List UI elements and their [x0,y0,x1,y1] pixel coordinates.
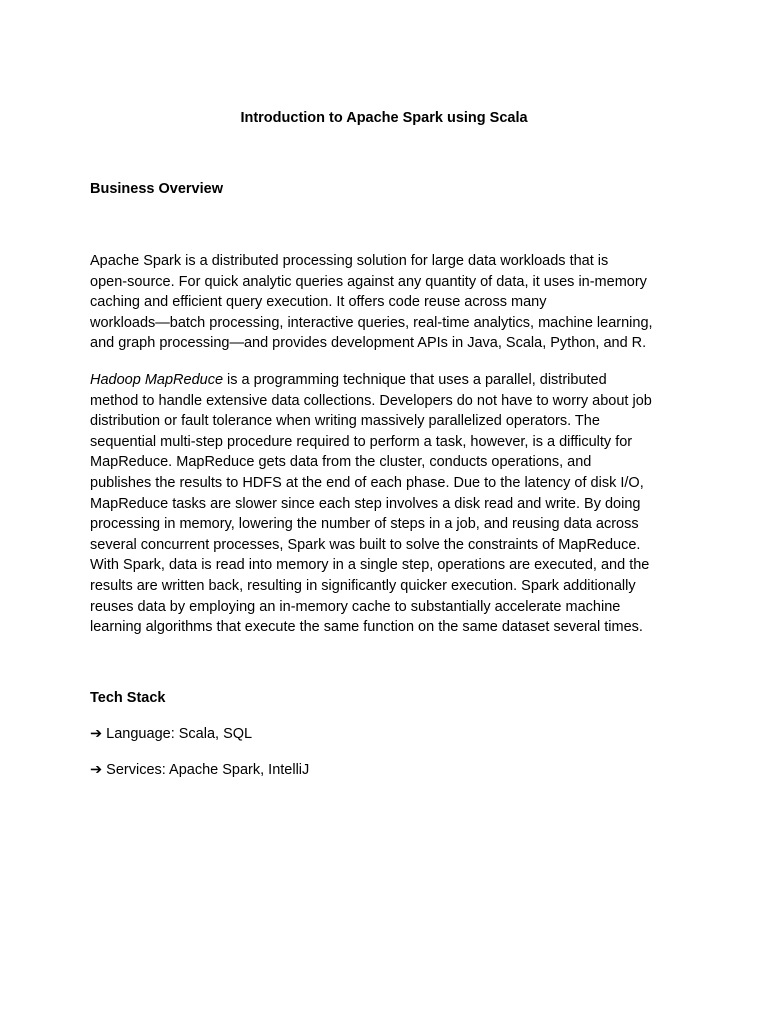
paragraph-line-rest: is a programming technique that uses a parallel, distributed [223,372,607,388]
paragraph-line: results are written back, resulting in significantly quicker execution. Spark additionally [90,577,636,594]
tech-stack-item-language: ➔ Language: Scala, SQL [90,726,253,742]
paragraph-line: publishes the results to HDFS at the end of each phase. Due to the latency of disk I/O, [90,474,644,491]
paragraph-line: MapReduce tasks are slower since each step involves a disk read and write. By doing [90,495,641,512]
paragraph-line: several concurrent processes, Spark was built to solve the constraints of MapReduce. [90,536,641,553]
paragraph-line: reuses data by employing an in-memory cache to substantially accelerate machine [90,598,621,615]
business-overview-heading: Business Overview [90,181,223,197]
paragraph-line: MapReduce. MapReduce gets data from the cluster, conducts operations, and [90,454,592,471]
paragraph-line: workloads—batch processing, interactive queries, real-time analytics, machine learning, [90,314,653,331]
paragraph-line: distribution or fault tolerance when writing massively parallelized operators. The [90,413,600,430]
paragraph-line: caching and efficient query execution. It offers code reuse across many [90,294,547,311]
hadoop-mapreduce-term: Hadoop MapReduce [90,372,224,388]
paragraph-line: learning algorithms that execute the same function on the same dataset several times. [90,619,643,636]
document-title: Introduction to Apache Spark using Scala [240,110,528,126]
paragraph-line: method to handle extensive data collections. Developers do not have to worry about job [90,392,652,409]
paragraph-line: open-source. For quick analytic queries against any quantity of data, it uses in-memory [90,273,647,290]
tech-stack-item-services: ➔ Services: Apache Spark, IntelliJ [90,762,310,778]
paragraph-line: sequential multi-step procedure required to perform a task, however, is a difficulty for [90,433,633,450]
paragraph-line: and graph processing—and provides development APIs in Java, Scala, Python, and R. [90,335,647,352]
paragraph-line: Apache Spark is a distributed processing solution for large data workloads that is [90,253,609,269]
tech-stack-heading: Tech Stack [90,690,166,706]
paragraph-line [90,370,682,391]
business-overview-paragraph-1 [90,251,682,354]
paragraph-line: With Spark, data is read into memory in a single step, operations are executed, and the [90,557,650,574]
business-overview-paragraph-2 [90,370,682,638]
paragraph-line: processing in memory, lowering the number of steps in a job, and reusing data across [90,516,639,533]
